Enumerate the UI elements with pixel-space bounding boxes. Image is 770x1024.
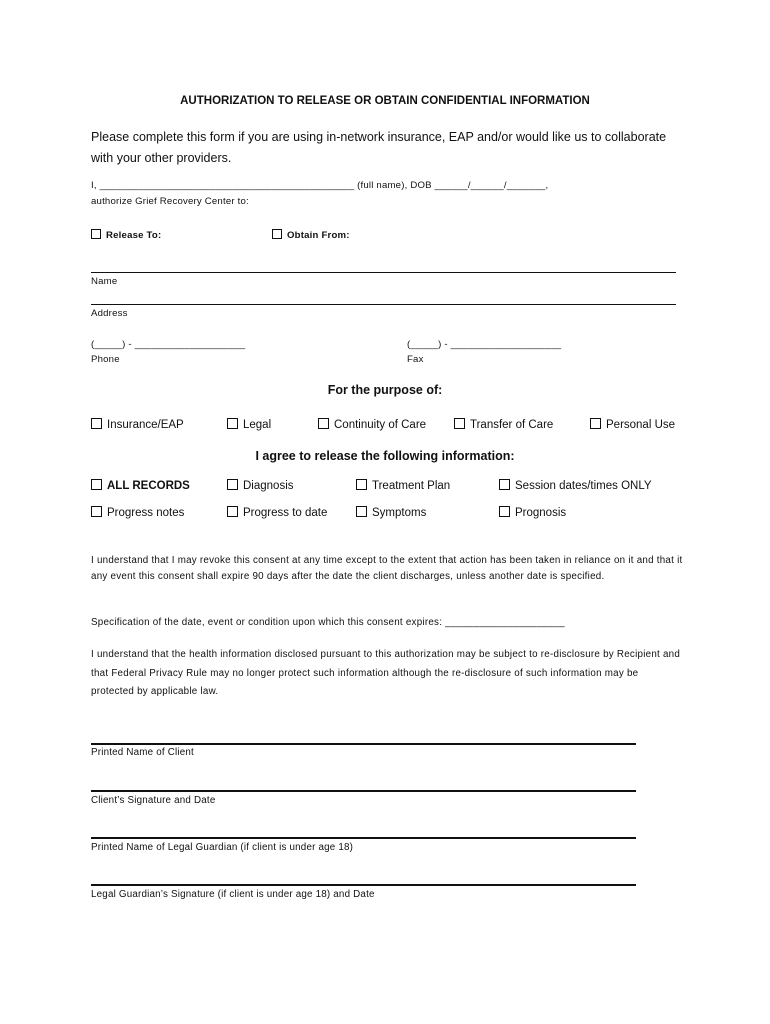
checkbox-icon[interactable] <box>91 506 102 517</box>
purpose-option-insurance[interactable]: Insurance/EAP <box>91 418 184 431</box>
info-option-symptoms[interactable]: Symptoms <box>356 506 426 519</box>
form-title: AUTHORIZATION TO RELEASE OR OBTAIN CONFIDENTIAL INFORMATION <box>180 95 590 107</box>
name-label: Name <box>91 276 118 287</box>
checkbox-icon[interactable] <box>227 418 238 429</box>
info-option-diagnosis[interactable]: Diagnosis <box>227 479 294 492</box>
obtain-from-label: Obtain From: <box>287 230 350 241</box>
guardian-name-signature-line[interactable] <box>91 837 636 839</box>
checkbox-icon[interactable] <box>454 418 465 429</box>
checkbox-icon[interactable] <box>227 506 238 517</box>
info-option-treatment-plan[interactable]: Treatment Plan <box>356 479 450 492</box>
revoke-paragraph: I understand that I may revoke this consent at any time except to the extent that action has been taken in reliance on it and that it any event this consent shall expire 90 days after the date the client discharges, unless another date is specified. <box>91 555 683 582</box>
info-option-progress-notes[interactable]: Progress notes <box>91 506 184 519</box>
obtain-from-option[interactable] <box>272 229 350 241</box>
release-to-option[interactable] <box>91 229 161 241</box>
checkbox-icon[interactable] <box>499 479 510 490</box>
guardian-name-label: Printed Name of Legal Guardian (if client is under age 18) <box>91 842 354 853</box>
expiration-specification[interactable]: Specification of the date, event or condition upon which this consent expires: _____________________ <box>91 617 565 628</box>
identity-line[interactable]: I, ______________________________________________ (full name), DOB ______/______/_______, <box>91 180 549 191</box>
release-to-checkbox[interactable] <box>91 229 101 239</box>
checkbox-icon[interactable] <box>499 506 510 517</box>
info-option-session-dates[interactable]: Session dates/times ONLY <box>499 479 652 492</box>
purpose-option-legal[interactable]: Legal <box>227 418 271 431</box>
info-option-prognosis[interactable]: Prognosis <box>499 506 566 519</box>
authorize-text: authorize Grief Recovery Center to: <box>91 196 249 207</box>
checkbox-icon[interactable] <box>318 418 329 429</box>
info-option-progress-to-date[interactable]: Progress to date <box>227 506 327 519</box>
checkbox-icon[interactable] <box>356 506 367 517</box>
phone-label: Phone <box>91 354 120 365</box>
client-signature-line[interactable] <box>91 790 636 792</box>
info-option-all-records[interactable]: ALL RECORDS <box>91 479 190 492</box>
phone-field[interactable]: (_____) - ____________________ <box>91 339 246 350</box>
checkbox-icon[interactable] <box>227 479 238 490</box>
redisclosure-paragraph: I understand that the health information disclosed pursuant to this authorization may be subject to re-disclosure by Recipient and that Federal Privacy Rule may no longer protect such information although the re-disclosure of such information may be protected by applicable law. <box>91 649 681 697</box>
purpose-option-transfer[interactable]: Transfer of Care <box>454 418 553 431</box>
client-name-signature-line[interactable] <box>91 743 636 745</box>
guardian-signature-label: Legal Guardian’s Signature (if client is under age 18) and Date <box>91 889 375 900</box>
client-signature-label: Client’s Signature and Date <box>91 795 216 806</box>
address-label: Address <box>91 308 128 319</box>
name-field-line[interactable] <box>91 272 676 273</box>
checkbox-icon[interactable] <box>590 418 601 429</box>
checkbox-icon[interactable] <box>356 479 367 490</box>
client-name-label: Printed Name of Client <box>91 747 194 758</box>
purpose-heading: For the purpose of: <box>327 383 443 397</box>
guardian-signature-line[interactable] <box>91 884 636 886</box>
form-intro: Please complete this form if you are using in-network insurance, EAP and/or would like us to collaborate with your other providers. <box>91 130 667 165</box>
fax-field[interactable]: (_____) - ____________________ <box>407 339 562 350</box>
release-to-label: Release To: <box>106 230 162 241</box>
checkbox-icon[interactable] <box>91 479 102 490</box>
purpose-option-continuity[interactable]: Continuity of Care <box>318 418 426 431</box>
address-field-line[interactable] <box>91 304 676 305</box>
purpose-option-personal[interactable]: Personal Use <box>590 418 675 431</box>
information-heading: I agree to release the following information: <box>255 449 515 463</box>
fax-label: Fax <box>407 354 424 365</box>
obtain-from-checkbox[interactable] <box>272 229 282 239</box>
checkbox-icon[interactable] <box>91 418 102 429</box>
